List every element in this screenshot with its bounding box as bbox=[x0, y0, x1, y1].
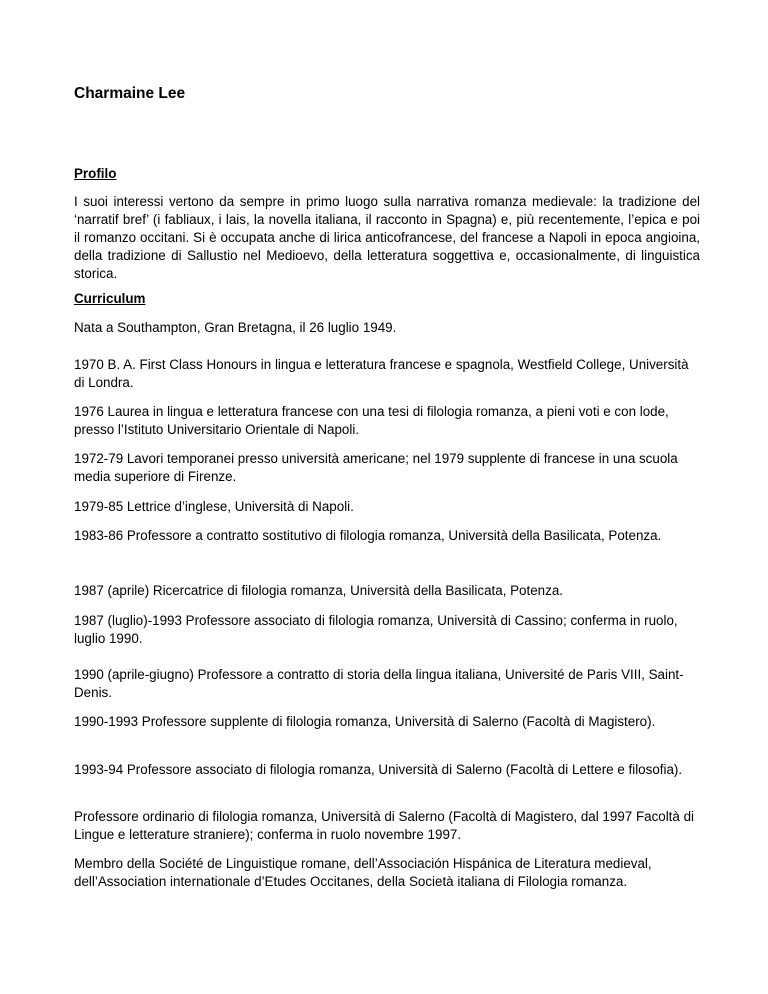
profile-paragraph: I suoi interessi vertono da sempre in primo luogo sulla narrativa romanza medievale: la tradizione del ‘narratif bref’ (i fabliaux, i lais, la novella italiana, il racconto in Spagna) e, più recentemente, l’epica e poi il romanzo occitani. Si è occupata anche di lirica anticofrancese, del francese a Napoli in epoca angioina, della tradizione di Sallustio nel Medioevo, della letteratura soggettiva e, occasionalmente, di linguistica storica. bbox=[74, 194, 700, 281]
curriculum-entry-1976: 1976 Laurea in lingua e letteratura francese con una tesi di filologia romanza, a pieni voti e con lode, presso l’Istituto Universitario Orientale di Napoli. bbox=[74, 404, 669, 437]
curriculum-entry-1970: 1970 B. A. First Class Honours in lingua e letteratura francese e spagnola, Westfield College, Università di Londra. bbox=[74, 357, 689, 390]
curriculum-entry-memberships: Membro della Société de Linguistique romane, dell’Associación Hispánica de Literatura medieval, dell’Association internationale d’Etudes Occitanes, della Società italiana di Filologia romanza. bbox=[74, 856, 652, 889]
curriculum-entry-1972-79: 1972-79 Lavori temporanei presso università americane; nel 1979 supplente di francese in una scuola media superiore di Firenze. bbox=[74, 451, 678, 484]
curriculum-entry-1987-luglio: 1987 (luglio)-1993 Professore associato di filologia romanza, Università di Cassino; conferma in ruolo, luglio 1990. bbox=[74, 613, 678, 646]
curriculum-entry-1990-aprile: 1990 (aprile-giugno) Professore a contratto di storia della lingua italiana, Université de Paris VIII, Saint-Denis. bbox=[74, 667, 684, 700]
curriculum-entry-1993-94: 1993-94 Professore associato di filologia romanza, Università di Salerno (Facoltà di Lettere e filosofia). bbox=[74, 762, 683, 777]
curriculum-heading: Curriculum bbox=[74, 291, 146, 306]
curriculum-entry-1979-85: 1979-85 Lettrice d’inglese, Università di Napoli. bbox=[74, 499, 354, 514]
curriculum-entry-ordinario: Professore ordinario di filologia romanza, Università di Salerno (Facoltà di Magistero, dal 1997 Facoltà di Lingue e letterature straniere); conferma in ruolo novembre 1997. bbox=[74, 809, 694, 842]
document-title: Charmaine Lee bbox=[74, 85, 186, 102]
curriculum-entry-birth: Nata a Southampton, Gran Bretagna, il 26 luglio 1949. bbox=[74, 320, 397, 335]
curriculum-entry-1990-1993: 1990-1993 Professore supplente di filologia romanza, Università di Salerno (Facoltà di Magistero). bbox=[74, 714, 656, 729]
curriculum-entry-1983-86: 1983-86 Professore a contratto sostitutivo di filologia romanza, Università della Basilicata, Potenza. bbox=[74, 528, 662, 543]
curriculum-entry-1987-aprile: 1987 (aprile) Ricercatrice di filologia romanza, Università della Basilicata, Potenza. bbox=[74, 583, 563, 598]
profile-heading: Profilo bbox=[74, 166, 117, 181]
